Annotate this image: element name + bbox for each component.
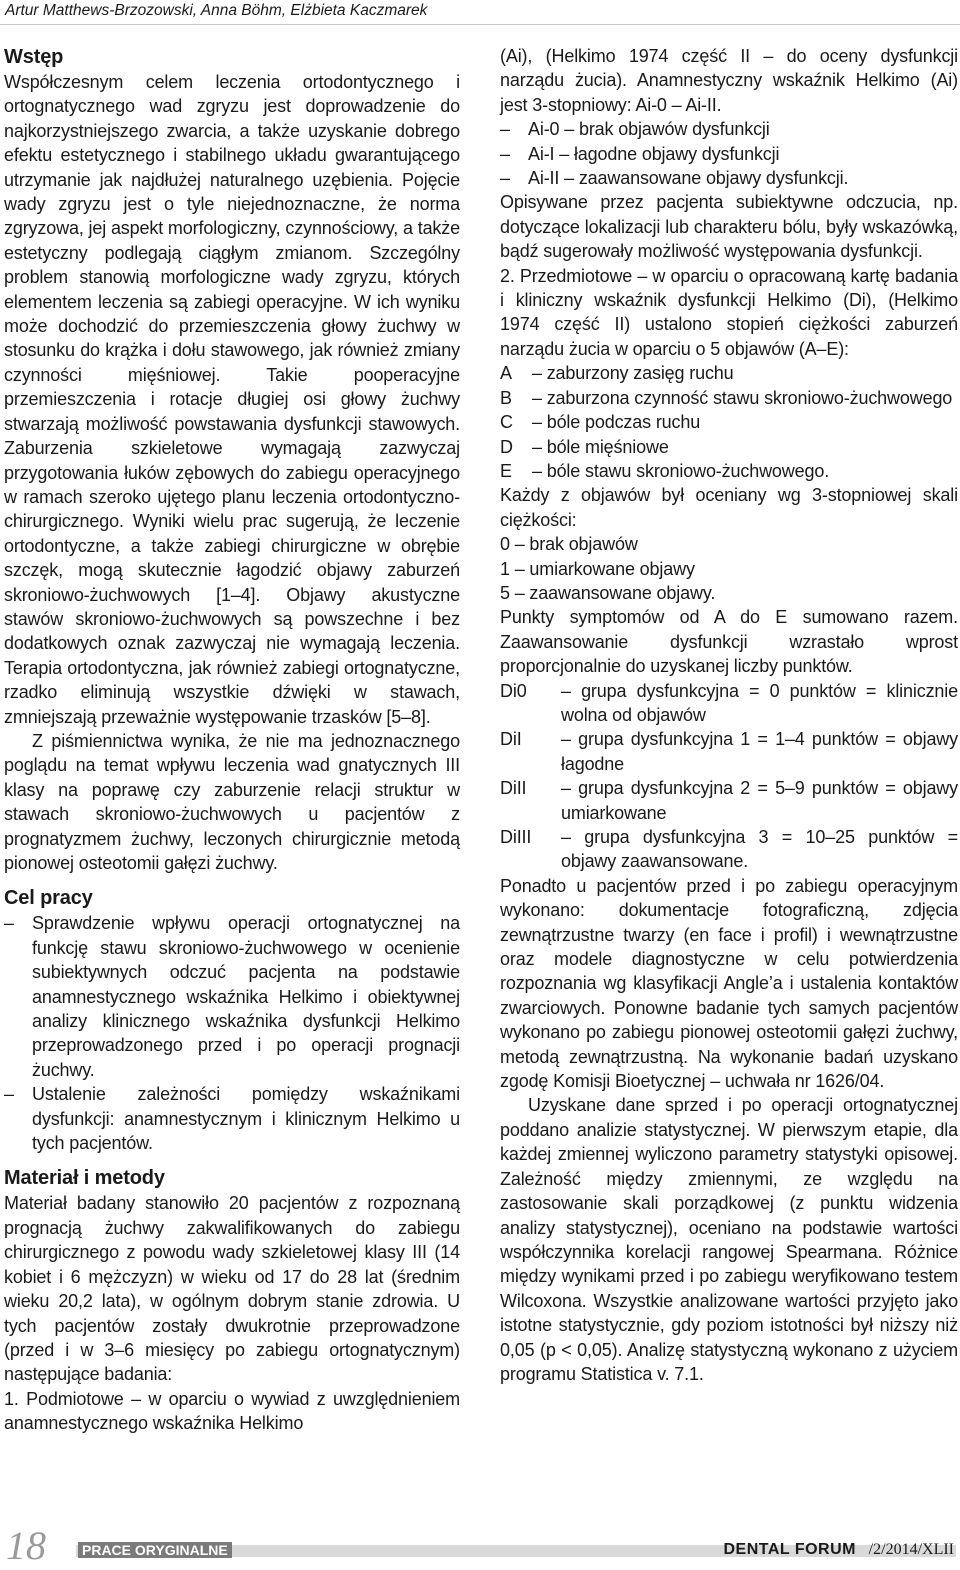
header-rule bbox=[0, 24, 960, 25]
dysfunction-group-text: – grupa dysfunkcyjna = 0 punktów = klinicznie wolna od objawów bbox=[561, 680, 958, 725]
list-dash: – bbox=[4, 1084, 14, 1105]
scale-item: 1 – umiarkowane objawy bbox=[500, 558, 695, 579]
scale-intro: Każdy z objawów był oceniany wg 3-stopniowej skali ciężkości: bbox=[500, 485, 958, 530]
left-column bbox=[4, 44, 460, 1436]
ai-list-item bbox=[500, 117, 958, 141]
documentation-paragraph: Ponadto u pacjentów przed i po zabiegu operacyjnym wykonano: dokumentacje fotograficzną, zdjęcia zewnątrzustne twarzy (en face i profil) i wewnątrzustne oraz modele diagnostyczne w celu potwierdzenia rozpoznania wg klasyfikacji Angle’a i ustalenia kontaktów zwarciowych. Ponowne badanie tych samych pacjentów wykonano po zabiegu pionowej osteotomii gałęzi żuchwy, metodą zewnątrzustną. Na wykonanie badań uzyskano zgodę Komisji Bioetycznej – uchwała nr 1626/04. bbox=[500, 875, 958, 1092]
dysfunction-group-item bbox=[500, 776, 958, 825]
symptom-text: – bóle podczas ruchu bbox=[532, 412, 701, 433]
journal-issue: /2/2014/XLII bbox=[868, 1541, 954, 1558]
ai-list-text: Ai-0 – brak objawów dysfunkcji bbox=[528, 119, 770, 140]
dysfunction-group-code: DiI bbox=[500, 729, 522, 750]
dysfunction-group-item bbox=[500, 727, 958, 776]
subjective-paragraph: Opisywane przez pacjenta subiektywne odczucia, np. dotyczące lokalizacji lub charakteru bólu, były wskazówką, bądź sugerowały możliwość występowania dysfunkcji. bbox=[500, 192, 958, 262]
scale-item: 0 – brak objawów bbox=[500, 534, 638, 555]
symptom-letter: A bbox=[500, 363, 512, 384]
symptom-item bbox=[500, 386, 958, 410]
intro-paragraph-1: Współczesnym celem leczenia ortodontycznego i ortognatycznego wad zgryzu jest doprowadzenie do najkorzystniejszego zwarcia, a także uzyskanie dobrego efektu estetycznego i stabilnego układu gwarantującego utrzymanie jak najdłużej naturalnego uzębienia. Pojęcie wady zgryzu jest o tyle niejednoznaczne, że norma zgryzowa, jej aspekt morfologiczny, czynnościowy, a także estetyczny podlegają ciągłym zmianom. Szczególny problem stanowią morfologiczne wady zgryzu, których elementem leczenia są zabiegi operacyjne. W ich wyniku może dochodzić do przemieszczenia głowy żuchwy w stosunku do krążka i dołu stawowego, jak również zmiany czynności mięśniowej. Takie pooperacyjne przemieszczenia i rotacje długiej osi głowy żuchwy stwarzają możliwość powstawania dysfunkcji stawowych. Zaburzenia szkieletowe wymagają zazwyczaj przygotowania łuków zębowych do zabiegu operacyjnego w ramach szeroko ujętego planu leczenia ortodontyczno-chirurgicznego. Wyniki wielu prac sugerują, że leczenie ortodontyczne, a także zabiegi chirurgiczne w obrębie szczęk, mogą skutecznie łagodzić objawy zaburzeń skroniowo-żuchwowych [1–4]. Objawy akustyczne stawów skroniowo-żuchwowych są powszechne i bez dodatkowych oznak zazwyczaj nie wymagają leczenia. Terapia ortodontyczna, jak również zabiegi ortognatyczne, rzadko eliminują wszystkie dźwięki w stawach, zmniejszają przeważnie występowanie trzasków [5–8]. bbox=[4, 72, 460, 727]
objective-paragraph: 2. Przedmiotowe – w oparciu o opracowaną kartę badania i kliniczny wskaźnik dysfunkcji Helkimo (Di), (Helkimo 1974 część II) ustalono stopień ciężkości zaburzeń narządu żucia w oparciu o 5 objawów (A–E): bbox=[500, 265, 958, 359]
journal-name: DENTAL FORUM bbox=[723, 1541, 856, 1558]
right-column bbox=[500, 44, 958, 1386]
scoring-paragraph: Punkty symptomów od A do E sumowano razem. Zaawansowanie dysfunkcji wzrastało wprost proporcjonalnie do uzyskanej liczby punktów. bbox=[500, 607, 958, 677]
dysfunction-group-code: DiII bbox=[500, 778, 527, 799]
aim-item bbox=[4, 1082, 460, 1155]
symptom-letter: E bbox=[500, 460, 512, 481]
ai-description: (Ai), (Helkimo 1974 część II – do oceny dysfunkcji narządu żucia). Anamnestyczny wskaźnik Helkimo (Ai) jest 3-stopniowy: Ai-0 – Ai-II. bbox=[500, 46, 958, 115]
list-dash: – bbox=[4, 913, 14, 934]
methods-paragraph-2: 1. Podmiotowe – w oparciu o wywiad z uwzględnieniem anamnestycznego wskaźnika Helkimo bbox=[4, 1388, 460, 1434]
symptom-text: – bóle mięśniowe bbox=[532, 436, 669, 457]
symptom-letter: D bbox=[500, 436, 513, 457]
ai-list-text: Ai-II – zaawansowane objawy dysfunkcji. bbox=[528, 168, 849, 189]
section-heading-intro: Wstęp bbox=[4, 46, 64, 68]
list-dash: – bbox=[500, 119, 510, 140]
list-dash: – bbox=[500, 143, 510, 164]
symptom-item bbox=[500, 410, 958, 434]
aim-item-text: Sprawdzenie wpływu operacji ortognatycznej na funkcję stawu skroniowo-żuchwowego w ocenienie subiektywnych odczuć pacjenta na podstawie anamnestycznego wskaźnika Helkimo i obiektywnej analizy klinicznego wskaźnika dysfunkcji Helkimo przeprowadzonego przed i po operacji prognacji żuchwy. bbox=[32, 913, 460, 1080]
aim-item bbox=[4, 911, 460, 1082]
scale-item: 5 – zaawansowane objawy. bbox=[500, 582, 716, 603]
aim-item-text: Ustalenie zależności pomiędzy wskaźnikami dysfunkcji: anamnestycznym i klinicznym Helkimo u tych pacjentów. bbox=[32, 1084, 460, 1154]
section-heading-aim: Cel pracy bbox=[4, 887, 93, 910]
statistics-paragraph: Uzyskane dane sprzed i po operacji ortognatycznej poddano analizie statystycznej. W pierwszym etapie, dla każdej zmiennej wyliczono parametry statystyki opisowej. Zależność między zmiennymi, ze względu na zastosowanie skali porządkowej (z punktu widzenia analizy statystycznej), oceniano na podstawie wartości współczynnika korelacji rangowej Spearmana. Różnice między wynikami przed i po zabiegu weryfikowano testem Wilcoxona. Wszystkie analizowane wartości przyjęto jako istotne statystycznie, gdy poziom istotności był niższy niż 0,05 (p < 0,05). Analizę statystyczną wykonano z użyciem programu Statistica v. 7.1. bbox=[500, 1095, 958, 1384]
ai-list-text: Ai-I – łagodne objawy dysfunkcji bbox=[528, 143, 780, 164]
section-heading-methods: Materiał i metody bbox=[4, 1167, 165, 1190]
symptom-text: – bóle stawu skroniowo-żuchwowego. bbox=[532, 460, 830, 481]
ai-list-item bbox=[500, 166, 958, 190]
dysfunction-group-text: – grupa dysfunkcyjna 1 = 1–4 punktów = objawy łagodne bbox=[561, 729, 958, 774]
symptom-letter: B bbox=[500, 387, 512, 408]
page-number: 18 bbox=[6, 1523, 46, 1568]
symptom-item bbox=[500, 435, 958, 459]
dysfunction-group-text: – grupa dysfunkcyjna 2 = 5–9 punktów = objawy umiarkowane bbox=[561, 778, 958, 823]
intro-paragraph-2: Z piśmiennictwa wynika, że nie ma jednoznacznego poglądu na temat wpływu leczenia wad gnatycznych III klasy na poprawę czy zaburzenie relacji struktur w stawach skroniowo-żuchwowych u pacjentów z prognatyzmem żuchwy, leczonych chirurgicznie metodą pionowej osteotomii gałęzi żuchwy. bbox=[4, 730, 460, 873]
symptom-text: – zaburzony zasięg ruchu bbox=[532, 363, 734, 384]
running-header-authors: Artur Matthews-Brzozowski, Anna Böhm, Elżbieta Kaczmarek bbox=[5, 2, 428, 19]
ai-list-item bbox=[500, 142, 958, 166]
methods-paragraph-1: Materiał badany stanowiło 20 pacjentów z rozpoznaną prognacją żuchwy zakwalifikowanych do zabiegu chirurgicznego z powodu wady szkieletowej klasy III (14 kobiet i 6 mężczyzn) w wieku od 17 do 28 lat (średnim wieku 20,2 lata), w ogólnym dobrym stanie zdrowia. U tych pacjentów zostały dwukrotnie przeprowadzone (przed i w 3–6 miesięcy po zabiegu ortognatycznym) następujące badania: bbox=[4, 1193, 460, 1385]
symptom-item bbox=[500, 361, 958, 385]
symptom-letter: C bbox=[500, 412, 513, 433]
symptom-item bbox=[500, 459, 958, 483]
list-dash: – bbox=[500, 168, 510, 189]
dysfunction-group-code: DiIII bbox=[500, 827, 532, 847]
dysfunction-group-item bbox=[500, 825, 958, 874]
symptom-text: – zaburzona czynność stawu skroniowo-żuchwowego bbox=[532, 387, 953, 408]
dysfunction-group-text: – grupa dysfunkcyjna 3 = 10–25 punktów = objawy zaawansowane. bbox=[561, 827, 958, 872]
section-label: PRACE ORYGINALNE bbox=[78, 1542, 232, 1558]
dysfunction-group-code: Di0 bbox=[500, 680, 527, 701]
dysfunction-group-item bbox=[500, 679, 958, 728]
